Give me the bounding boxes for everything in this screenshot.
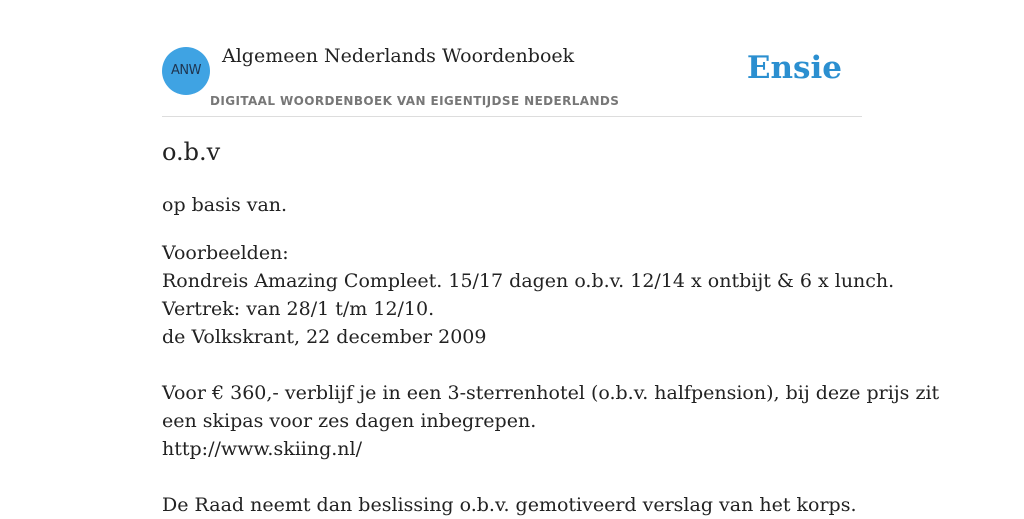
site-title[interactable]: Algemeen Nederlands Woordenboek xyxy=(222,45,575,67)
entry-term: o.b.v xyxy=(162,138,221,166)
example-1-source: de Volkskrant, 22 december 2009 xyxy=(162,326,487,348)
anw-logo[interactable]: ANW xyxy=(162,47,210,95)
example-spacer xyxy=(162,351,862,379)
example-3-line-1: De Raad neemt dan beslissing o.b.v. gemotiveerd verslag van het korps. xyxy=(162,494,857,516)
example-2-line-2: een skipas voor zes dagen inbegrepen. xyxy=(162,410,537,432)
example-1-line-2: Vertrek: van 28/1 t/m 12/10. xyxy=(162,298,435,320)
example-1-line-1: Rondreis Amazing Compleet. 15/17 dagen o.b.v. 12/14 x ontbijt & 6 x lunch. xyxy=(162,270,895,292)
example-spacer xyxy=(162,463,862,491)
ensie-logo-link[interactable]: Ensie xyxy=(746,50,842,86)
example-2-line-1: Voor € 360,- verblijf je in een 3-sterrenhotel (o.b.v. halfpension), bij deze prijs zit xyxy=(162,382,940,404)
example-2-source[interactable]: http://www.skiing.nl/ xyxy=(162,438,363,460)
examples-label: Voorbeelden: xyxy=(162,242,289,264)
page xyxy=(162,0,940,516)
site-header xyxy=(162,0,862,117)
entry-definition: op basis van. xyxy=(162,194,288,216)
site-subtitle: DIGITAAL WOORDENBOEK VAN EIGENTIJDSE NEDERLANDS xyxy=(210,94,620,108)
examples-section xyxy=(162,239,940,519)
